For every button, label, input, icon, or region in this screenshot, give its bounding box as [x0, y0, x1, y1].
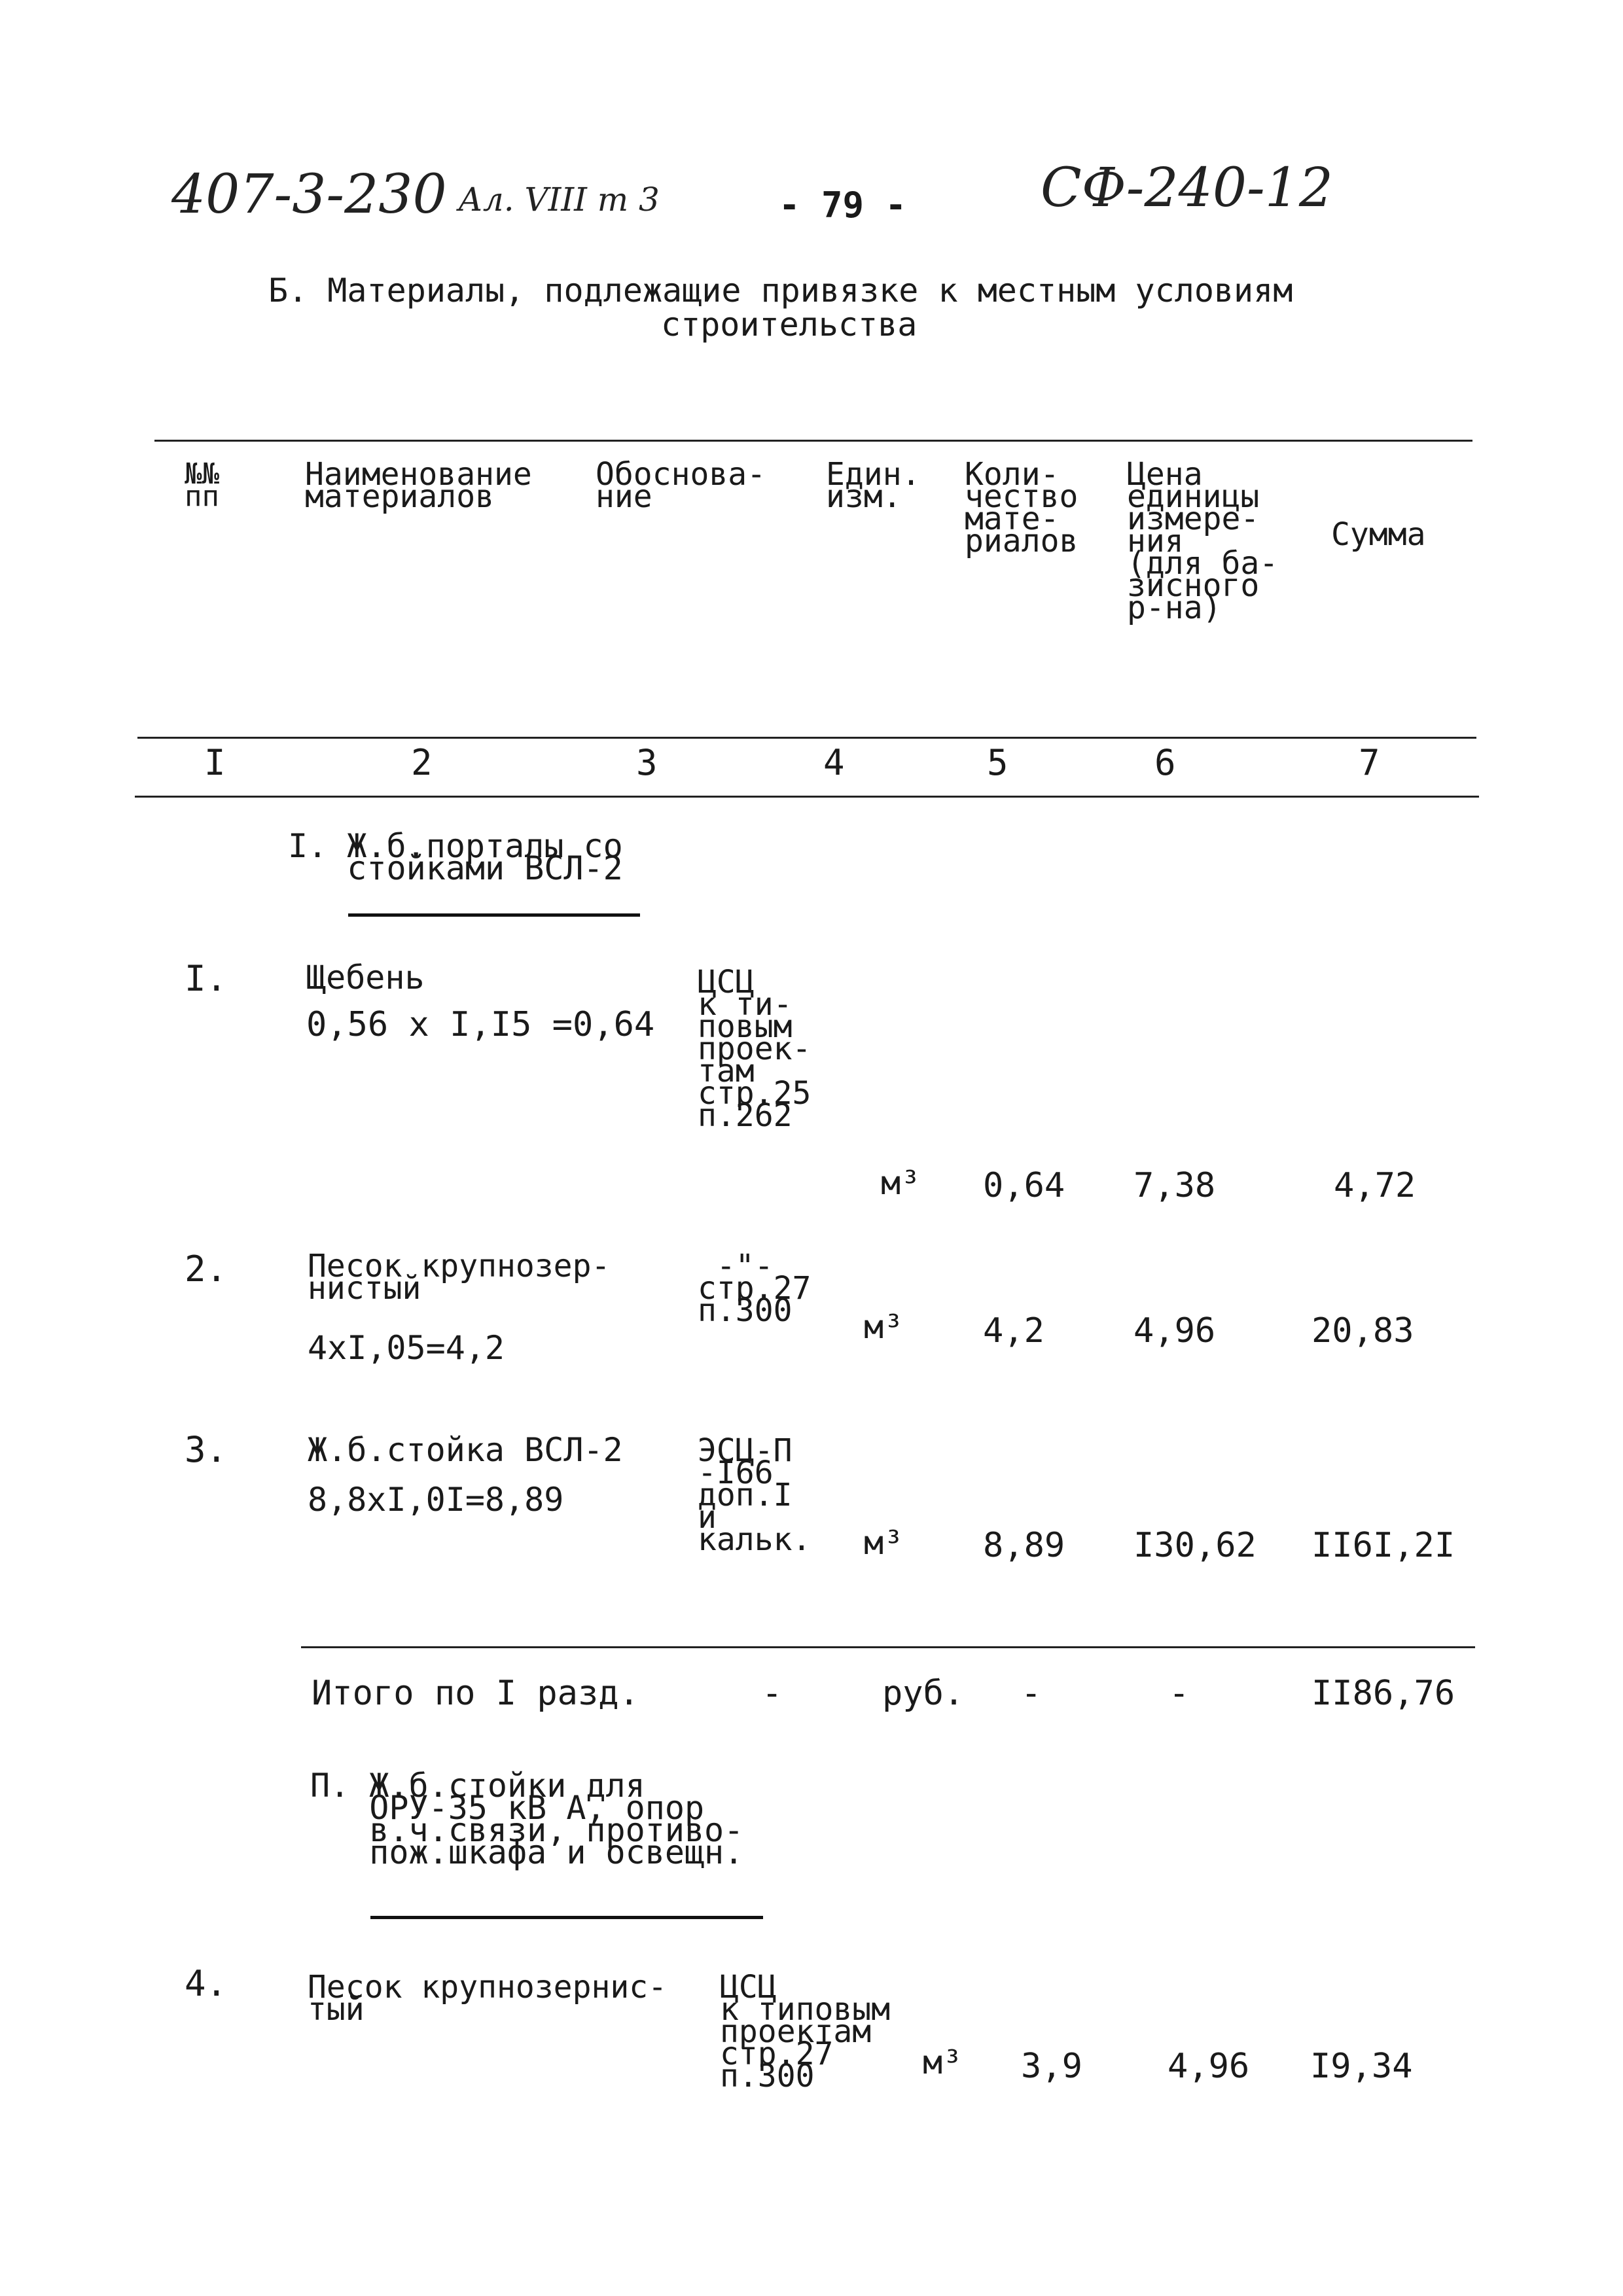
col-header-price: Цена единицы измере- ния (для ба- зисного р-на) [1127, 456, 1279, 626]
section2-title: П. Ж.б.стойки для ОРУ-35 кВ А, опор в.ч.связи, противо- пож.шкафа и освещн. [310, 1767, 744, 1871]
col-header-sum: Сумма [1331, 516, 1426, 553]
quantity: 3,9 [1021, 2047, 1082, 2086]
total-sum: II86,76 [1311, 1674, 1455, 1713]
col-number-3: 3 [636, 742, 658, 783]
total-label: Итого по I разд. [312, 1674, 639, 1713]
basis: -"- стр.27 п.300 [698, 1248, 812, 1329]
material-calc: 4xI,05=4,2 [308, 1329, 505, 1367]
table-top-rule [154, 440, 1472, 442]
col-number-6: 6 [1154, 742, 1176, 783]
col-number-2: 2 [411, 742, 433, 783]
total-qty: - [1021, 1674, 1042, 1713]
section-title-line1: Б. Материалы, подлежащие привязке к местным условиям [268, 272, 1293, 309]
unit: м³ [923, 2043, 963, 2081]
total-basis: - [762, 1674, 783, 1713]
unit: м³ [864, 1308, 904, 1346]
col-number-1: I [204, 742, 226, 783]
col-header-unit: Един. изм. [826, 456, 921, 515]
unit-price: 4,96 [1133, 1311, 1216, 1351]
col-number-5: 5 [987, 742, 1008, 783]
col-numbers-rule [135, 796, 1479, 798]
unit: м³ [864, 1524, 904, 1562]
basis: ЦСЦ к ти- повым проек- там стр.25 п.262 [698, 964, 812, 1134]
material-calc: 0,56 x I,I5 =0,64 [306, 1005, 655, 1044]
quantity: 8,89 [983, 1526, 1065, 1565]
page-number: - 79 - [779, 185, 907, 226]
col-header-basis: Обоснова- ние [596, 456, 766, 515]
col-header-num: №№ пп [185, 457, 219, 513]
material-calc: 8,8xI,0I=8,89 [308, 1481, 564, 1519]
section-title-line2: строительства [661, 306, 918, 344]
album-ref: Ал. VIII т 3 [458, 181, 660, 219]
sum: I9,34 [1310, 2047, 1413, 2086]
total-price: - [1169, 1674, 1190, 1713]
quantity: 4,2 [983, 1311, 1044, 1351]
material-name: Щебень [306, 959, 425, 997]
material-name: Песок крупнозер- нистый [308, 1248, 611, 1307]
basis: ЦСЦ к типовым проектам стр.27 п.300 [720, 1969, 891, 2094]
section2-underline [370, 1916, 763, 1919]
sheet-code: СФ-240-12 [1041, 157, 1334, 219]
col-number-4: 4 [823, 742, 845, 783]
material-name: Песок крупнозернис- тый [308, 1969, 668, 2028]
section1-underline [348, 913, 640, 917]
unit-price: 4,96 [1168, 2047, 1250, 2086]
unit-price: I30,62 [1133, 1526, 1257, 1565]
unit-price: 7,38 [1133, 1166, 1216, 1205]
col-header-name: Наименование материалов [305, 456, 532, 515]
row-number: I. [185, 958, 228, 999]
col-number-7: 7 [1359, 742, 1380, 783]
quantity: 0,64 [983, 1166, 1065, 1205]
doc-number: 407-3-230 [171, 164, 447, 226]
sum: II6I,2I [1311, 1526, 1455, 1565]
unit: м³ [881, 1164, 921, 1202]
sum: 4,72 [1334, 1166, 1416, 1205]
col-header-qty: Коли- чество мате- риалов [965, 456, 1079, 559]
total-top-rule [301, 1646, 1475, 1648]
basis: ЭСЦ-П -I66 доп.I и кальк. [698, 1432, 812, 1558]
header-bottom-rule [137, 737, 1476, 739]
row-number: 4. [185, 1963, 228, 2004]
section1-title: I. Ж.б.порталы со стойками ВСЛ-2 [288, 827, 623, 887]
row-number: 2. [185, 1248, 228, 1290]
total-unit: руб. [882, 1674, 965, 1713]
row-number: 3. [185, 1429, 228, 1470]
material-name: Ж.б.стойка ВСЛ-2 [308, 1431, 623, 1469]
sum: 20,83 [1311, 1311, 1414, 1351]
